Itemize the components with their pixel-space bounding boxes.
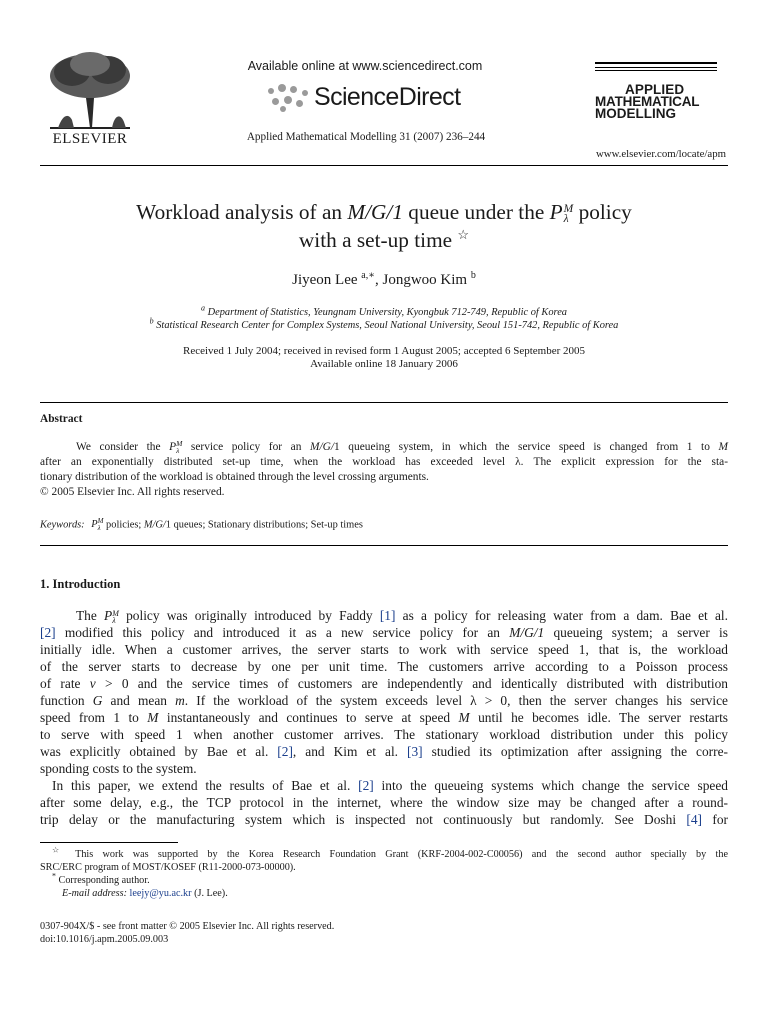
- abstract-copyright: © 2005 Elsevier Inc. All rights reserved.: [40, 486, 225, 498]
- abstract-top-rule: [40, 402, 728, 403]
- sciencedirect-logo[interactable]: [262, 80, 482, 116]
- elsevier-logo: [40, 50, 140, 146]
- journal-logo: [595, 62, 720, 132]
- abstract-bottom-rule: [40, 545, 728, 546]
- authors: Jiyeon Lee $^{a,∗}$, Jongwoo Kim $^b$: [292, 270, 476, 288]
- journal-logo-line-2: MATHEMATICAL: [595, 94, 700, 109]
- citation-2b[interactable]: [2]: [277, 744, 293, 759]
- publisher-name: ELSEVIER: [52, 131, 128, 147]
- citation-2[interactable]: [2]: [40, 625, 56, 640]
- abstract-body: We consider the P M λ service policy for an M/G/1 queueing system, in which the service speed is changed from 1 to M after an exponentially distributed set-up time, when the workload has exceeded level λ. The explicit expression for the sta- tionary distribution of the workload is obtained through the level crossing arguments. © 2005 Elsevier Inc. All rights reserved.: [40, 439, 728, 498]
- footnote-rule: [40, 842, 178, 843]
- title-line-1: Workload analysis of an M/G/1 queue under the P M λ policy: [136, 200, 632, 226]
- affiliation-b: $^b$ Statistical Research Center for Complex Systems, Seoul National University, Seoul 151-742, Republic of Korea: [149, 316, 619, 331]
- intro-paragraph-2: In this paper, we extend the results of Bae et al. [2] into the queueing systems which change the service speed after some delay, e.g., the TCP protocol in the internet, where the window size may be changed after a round- trip delay or the manufacturing system which is inspected not continuously but randomly. See Doshi [4] for: [40, 778, 729, 827]
- journal-url[interactable]: www.elsevier.com/locate/apm: [595, 148, 726, 160]
- sciencedirect-dots-icon: [264, 82, 312, 114]
- dates-received: Received 1 July 2004; received in revised form 1 August 2005; accepted 6 September 2005: [182, 345, 585, 357]
- footnote-star-mark: ☆: [52, 845, 66, 855]
- elsevier-tree-icon: [42, 50, 138, 130]
- citation-3[interactable]: [3]: [407, 744, 423, 759]
- journal-logo-line-3: MODELLING: [595, 106, 676, 121]
- citation-1[interactable]: [1]: [379, 608, 396, 623]
- title-footnote-star[interactable]: ☆: [457, 226, 470, 242]
- header-rule: [40, 165, 728, 166]
- doi-line[interactable]: doi:10.1016/j.apm.2005.09.003: [40, 934, 169, 945]
- title-line-2: with a set-up time ☆: [298, 226, 470, 252]
- author-lee: Jiyeon Lee: [292, 272, 362, 288]
- corresponding-author-note: Corresponding author.: [58, 875, 150, 886]
- citation-2c[interactable]: [2]: [358, 778, 374, 793]
- citation-4[interactable]: [4]: [686, 812, 703, 827]
- paper-title: [40, 198, 728, 254]
- sciencedirect-wordmark: ScienceDirect: [314, 83, 461, 111]
- footnotes: ☆ This work was supported by the Korea Research Foundation Grant (KRF-2004-002-C00056) and the second author specially by the SRC/ERC program of MOST/KOSEF (R11-2000-073-00000). * Corresponding author. E-mail address: leejy@yu.ac.kr (J. Lee).: [40, 845, 729, 899]
- journal-reference: Applied Mathematical Modelling 31 (2007) 236–244: [246, 131, 486, 143]
- available-online: Available online at www.sciencedirect.com: [247, 59, 483, 73]
- author-email-link[interactable]: leejy@yu.ac.kr: [129, 888, 192, 899]
- dates-online: Available online 18 January 2006: [310, 358, 458, 370]
- abstract-heading: Abstract: [40, 413, 83, 425]
- affiliation-a: $^a$ Department of Statistics, Yeungnam University, Kyongbuk 712-749, Republic of Korea: [200, 303, 567, 318]
- section-heading-introduction: 1. Introduction: [40, 577, 121, 591]
- keywords: Keywords: P M λ policies; M/G/1 queues; Stationary distributions; Set-up times: [40, 517, 363, 532]
- issn-line: 0307-904X/$ - see front matter © 2005 Elsevier Inc. All rights reserved.: [40, 921, 335, 932]
- journal-logo-line-1: APPLIED: [625, 82, 685, 97]
- intro-paragraph-1: The P M λ policy was originally introduced by Faddy [1] as a policy for releasing water from a dam. Bae et al. [2] modified this policy and introduced it as a new service policy for an M/G/1 queueing system; a server is initially idle. When a customer arrives, the server starts to work with service speed 1, that is, the workload of the server starts to decrease by one per unit time. The customers arrive according to a Poisson process of rate ν > 0 and the service times of customers are independently and identically distributed with distribution function G and mean m. If the workload of the system exceeds level λ > 0, then the server changes his service speed from 1 to M instantaneously and continues to serve at speed M until he becomes idle. The server restarts to serve with speed 1 when another customer arrives. The stationary workload distribution under this policy was explicitly obtained by Bae et al. [2], and Kim et al. [3] studied its optimization after assigning the corre- sponding costs to the system.: [40, 608, 728, 776]
- funding-footnote: This work was supported by the Korea Research Foundation Grant (KRF-2004-002-C00056) and the second author specially by the: [75, 849, 729, 860]
- author-kim: , Jongwoo Kim: [375, 272, 471, 288]
